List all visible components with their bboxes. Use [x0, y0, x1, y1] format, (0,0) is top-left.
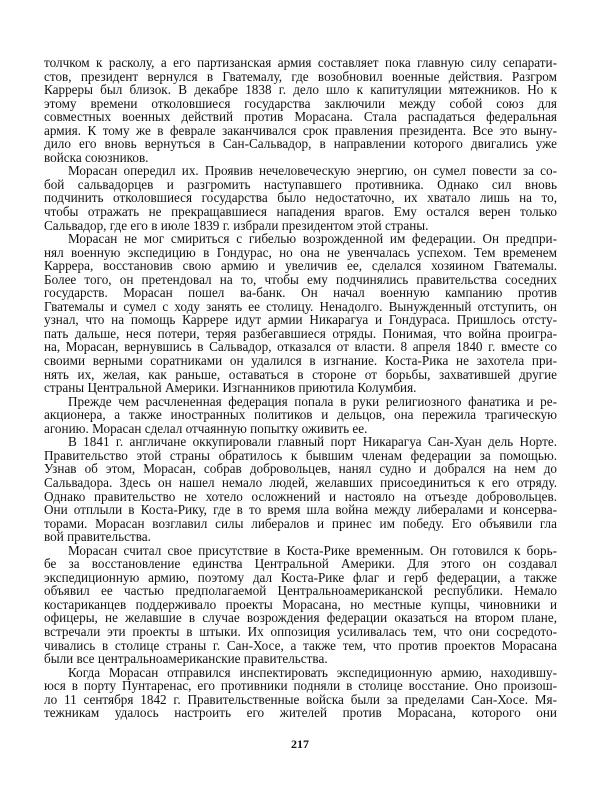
- text-line: Морасан не мог смириться с гибелью возрожденной им федерации. Он предпри-: [68, 231, 557, 247]
- text-line: Сальвадор, где его в июле 1839 г. избрали президентом этой страны.: [44, 217, 429, 233]
- text-line: страны Центральной Америки. Изгнанников приютила Колумбия.: [44, 380, 417, 396]
- text-line: Более того, он претендовал на то, чтобы ему подчинялись правительства соседних: [44, 271, 557, 287]
- paragraph: [44, 164, 557, 232]
- text-line: ло 11 сентября 1842 г. Правительственные войска были за пределами Сан-Хосе. Мя-: [44, 691, 557, 707]
- text-line: Сальвадора. Здесь он нашел немало людей, желавших присоединиться к его отряду.: [44, 474, 557, 490]
- text-line: Они отплыли в Коста-Рику, где в то время шла война между либералами и консерва-: [44, 502, 557, 518]
- text-line: Узнав об этом, Морасан, собрав добровольцев, нанял судно и добрался на нем до: [44, 461, 557, 477]
- text-line: своими верными соратниками он удалился в изгнание. Коста-Рика не захотела при-: [44, 353, 557, 369]
- paragraph: [44, 232, 557, 395]
- text-line: Однако правительство не хотело осложнений и настояло на отъезде добровольцев.: [44, 488, 557, 504]
- text-line: юся в порту Пунтаренас, его противники подняли в столице восстание. Оно произош-: [44, 678, 557, 694]
- text-line: Правительство этой страны обратилось к бывшим членам федерации за помощью.: [44, 447, 557, 463]
- text-line: Когда Морасан отправился инспектировать экспедиционную армию, находившу-: [68, 664, 557, 680]
- text-line: стов, президент вернулся в Гватемалу, где возобновил военные действия. Разгром: [44, 68, 557, 84]
- text-line: Гватемалы и сумел с ходу занять ее столицу. Ненадолго. Вынужденный отступить, он: [44, 298, 557, 314]
- text-line: Морасан считал свое присутствие в Коста-Рике временным. Он готовился к борь-: [68, 542, 557, 558]
- text-line: войска союзников.: [44, 149, 149, 165]
- text-line: Карреры был близок. В декабре 1838 г. дело шло к капитуляции мятежников. Но к: [44, 82, 557, 98]
- paragraph: [44, 56, 557, 164]
- text-line: узнал, что на помощь Каррере идут армии Никарагуа и Гондураса. Пришлось отсту-: [44, 312, 557, 328]
- text-line: подчинить отколовшиеся государства было недостаточно, их хватало лишь на то,: [44, 190, 557, 206]
- text-line: тежникам удалось настроить его жителей против Морасана, которого они: [44, 705, 557, 721]
- text-line: пать дальше, неся потери, теряя разбегавшиеся отряды. Понимая, что война проигра-: [44, 325, 557, 341]
- page-body: [44, 56, 557, 720]
- text-line: бой сальвадорцев и разгромить наступавшего противника. Однако сил вновь: [44, 176, 557, 192]
- text-line: на, Морасан, вернувшись в Сальвадор, отказался от власти. 8 апреля 1840 г. вместе со: [44, 339, 557, 355]
- text-line: совместных военных действий против Морасана. Стала распадаться федеральная: [44, 109, 557, 125]
- paragraph: [44, 666, 557, 720]
- text-line: чивались в столице страны г. Сан-Хосе, а также тем, что против проектов Морасана: [44, 637, 557, 653]
- text-line: экспедиционную армию, поэтому дал Коста-Рике флаг и герб федерации, а также: [44, 569, 557, 585]
- text-line: чтобы отражать не прекращавшиеся нападения врагов. Ему остался верен только: [44, 204, 557, 220]
- text-line: акционера, а также иностранных политиков и дельцов, она пережила трагическую: [44, 407, 557, 423]
- text-line: нять их, желая, как раньше, оставаться в стороне от борьбы, захватившей другие: [44, 366, 557, 382]
- text-line: вой правительства.: [44, 529, 151, 545]
- text-line: встречали эти проекты в штыки. Их оппозиция усиливалась тем, что они сосредото-: [44, 623, 557, 639]
- paragraph: [44, 435, 557, 543]
- text-line: этому времени отколовшиеся государства заключили между собой союз для: [44, 95, 557, 111]
- text-line: нял военную экспедицию в Гондурас, но она не увенчалась успехом. Тем временем: [44, 244, 557, 260]
- text-line: армия. К тому же в феврале заканчивался срок правления президента. Все это выну-: [44, 122, 557, 138]
- text-line: офицеры, не желавшие в случае возрождения федерации оказаться на втором плане,: [44, 610, 557, 626]
- text-line: государств. Морасан пошел ва-банк. Он начал военную кампанию против: [44, 285, 557, 301]
- text-line: Каррера, восстановив свою армию и увеличив ее, сделался хозяином Гватемалы.: [44, 258, 557, 274]
- text-line: костариканцев поддерживало проекты Морасана, но местные купцы, чиновники и: [44, 596, 557, 612]
- paragraph: [44, 395, 557, 436]
- text-line: В 1841 г. англичане оккупировали главный порт Никарагуа Сан-Хуан дель Норте.: [68, 434, 557, 450]
- text-line: бе за восстановление единства Центральной Америки. Для этого он создавал: [44, 556, 557, 572]
- text-line: были все центральноамериканские правительства.: [44, 651, 328, 667]
- text-line: агонию. Морасан сделал отчаянную попытку оживить ее.: [44, 420, 368, 436]
- paragraph: [44, 544, 557, 666]
- text-line: дило его вновь вернуться в Сан-Сальвадор, в направлении которого двигались уже: [44, 136, 557, 152]
- text-line: объявил ее частью предполагаемой Центральноамериканской республики. Немало: [44, 583, 557, 599]
- text-line: торами. Морасан возглавил силы либералов и принес им победу. Его объявили гла: [44, 515, 557, 531]
- text-line: Прежде чем расчлененная федерация попала в руки религиозного фанатика и ре-: [68, 393, 557, 409]
- page-number: 217: [291, 737, 309, 751]
- text-line: толчком к расколу, а его партизанская армия составляет пока главную силу сепарати-: [44, 55, 557, 70]
- text-line: Морасан опередил их. Проявив нечеловеческую энергию, он сумел повести за со-: [68, 163, 557, 179]
